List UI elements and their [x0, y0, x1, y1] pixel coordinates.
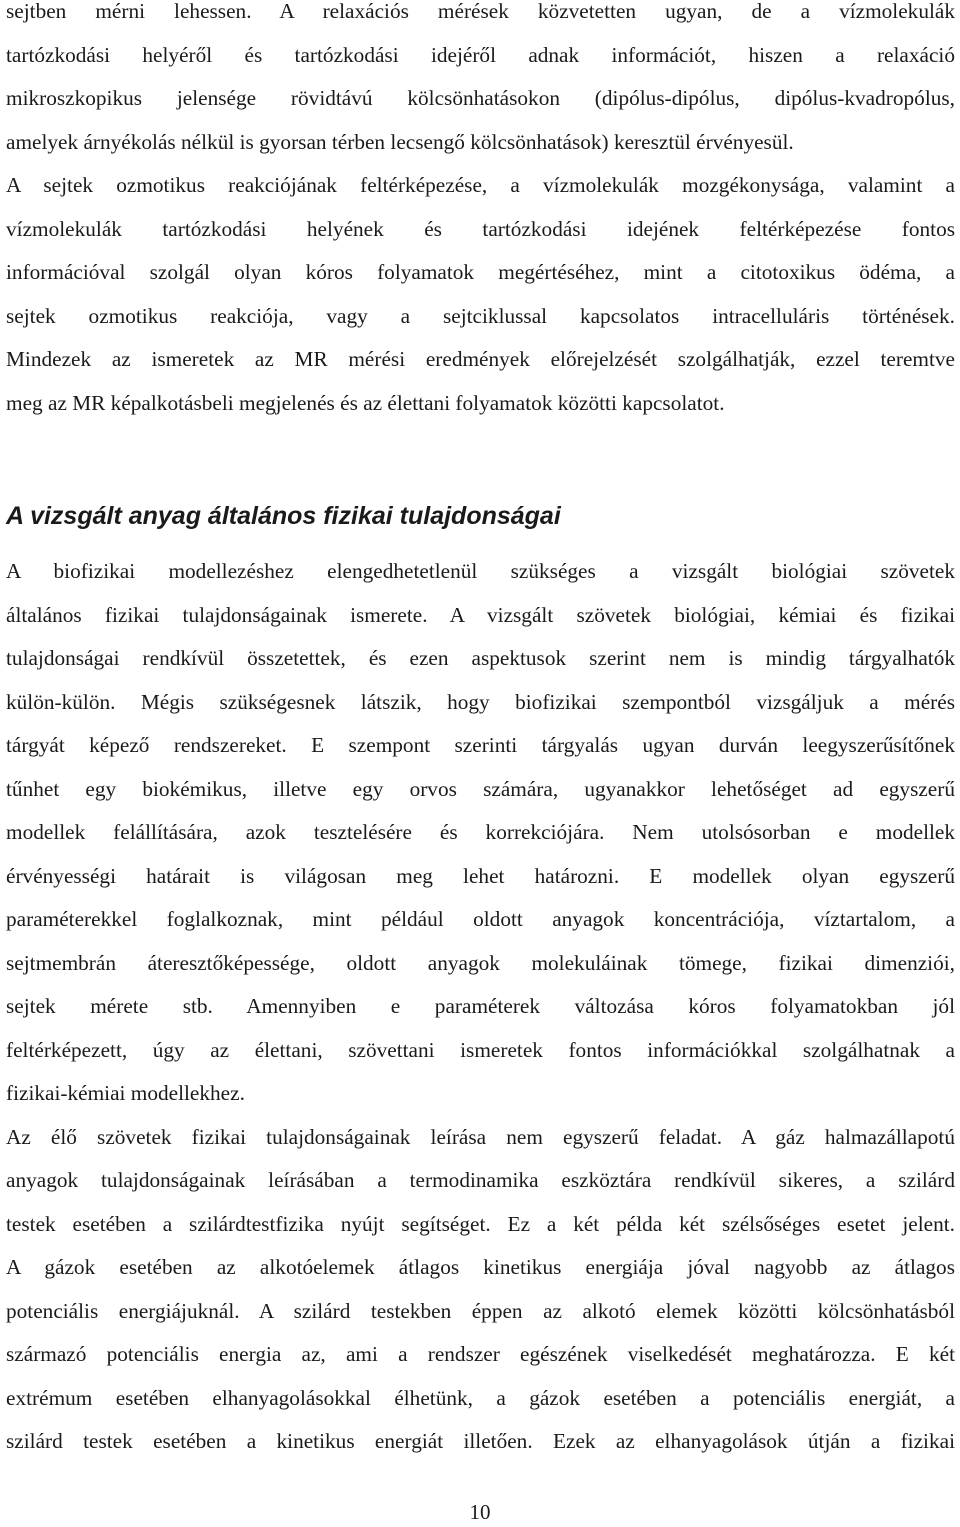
text-line: A sejtek ozmotikus reakciójának feltérképezése, a vízmolekulák mozgékonysága, valamint a [6, 173, 955, 197]
text-line: mikroszkopikus jelensége rövidtávú kölcsönhatásokon (dipólus-dipólus, dipólus-kvadropólus, [6, 86, 955, 110]
section-heading: A vizsgált anyag általános fizikai tulajdonságai [6, 502, 561, 530]
text-line: külön-külön. Mégis szükségesnek látszik, hogy biofizikai szempontból vizsgáljuk a mérés [6, 689, 955, 714]
text-line: A gázok esetében az alkotóelemek átlagos kinetikus energiája jóval nagyobb az átlagos [6, 1255, 955, 1279]
text-line: Az élő szövetek fizikai tulajdonságainak leírása nem egyszerű feladat. A gáz halmazállapotú [6, 1124, 955, 1149]
text-line: érvényességi határait is világosan meg lehet határozni. E modellek olyan egyszerű [6, 863, 955, 888]
text-line: tulajdonságai rendkívül összetettek, és ezen aspektusok szerint nem is mindig tárgyalhatók [6, 646, 955, 670]
text-line: extrémum esetében elhanyagolásokkal élhetünk, a gázok esetében a potenciális energiát, a [6, 1385, 955, 1410]
text-line: sejtek mérete stb. Amennyiben e paraméterek változása kóros folyamatokban jól [6, 994, 955, 1018]
text-line: általános fizikai tulajdonságainak ismerete. A vizsgált szövetek biológiai, kémiai és fizikai [6, 602, 955, 627]
text-line: sejtek ozmotikus reakciója, vagy a sejtciklussal kapcsolatos intracelluláris történések. [6, 303, 955, 328]
text-line: tárgyát képező rendszereket. E szempont szerinti tárgyalás ugyan durván leegyszerűsítőnek [6, 733, 955, 757]
text-line: származó potenciális energia az, ami a rendszer egészének viselkedését meghatározza. E két [6, 1342, 955, 1366]
text-line: szilárd testek esetében a kinetikus energiát illetően. Ezek az elhanyagolások útján a fizikai [6, 1429, 955, 1453]
text-line: anyagok tulajdonságainak leírásában a termodinamika eszköztára rendkívül sikeres, a szilárd [6, 1168, 955, 1192]
text-line: tartózkodási helyéről és tartózkodási idejéről adnak információt, hiszen a relaxáció [6, 42, 955, 67]
text-line: A biofizikai modellezéshez elengedhetetlenül szükséges a vizsgált biológiai szövetek [6, 559, 955, 583]
text-line: tűnhet egy biokémikus, illetve egy orvos számára, ugyanakkor lehetőséget ad egyszerű [6, 776, 955, 801]
text-line: sejtben mérni lehessen. A relaxációs mérések közvetetten ugyan, de a vízmolekulák [6, 0, 955, 23]
text-line: Mindezek az ismeretek az MR mérési eredmények előrejelzését szolgálhatják, ezzel teremtve [6, 347, 955, 371]
text-line: modellek felállítására, azok tesztelésére és korrekciójára. Nem utolsósorban e modellek [6, 820, 955, 844]
text-line: amelyek árnyékolás nélkül is gyorsan térben lecsengő kölcsönhatások) keresztül érvényesül. [6, 129, 794, 154]
text-line: információval szolgál olyan kóros folyamatok megértéséhez, mint a citotoxikus ödéma, a [6, 260, 955, 284]
text-line: potenciális energiájuknál. A szilárd testekben éppen az alkotó elemek közötti kölcsönhatásból [6, 1298, 955, 1323]
text-line: sejtmembrán áteresztőképessége, oldott anyagok molekuláinak tömege, fizikai dimenziói, [6, 950, 955, 975]
text-line: testek esetében a szilárdtestfizika nyújt segítséget. Ez a két példa két szélsőséges esetet jelent. [6, 1211, 955, 1236]
paragraph-block-2 [6, 550, 955, 1464]
text-line: feltérképezett, úgy az élettani, szövettani ismeretek fontos információkkal szolgálhatnak a [6, 1037, 955, 1062]
text-line: meg az MR képalkotásbeli megjelenés és az élettani folyamatok közötti kapcsolatot. [6, 390, 725, 415]
text-line: fizikai-kémiai modellekhez. [6, 1081, 245, 1105]
text-line: vízmolekulák tartózkodási helyének és tartózkodási idejének feltérképezése fontos [6, 216, 955, 241]
page-number: 10 [469, 1500, 491, 1524]
text-line: paraméterekkel foglalkoznak, mint például oldott anyagok koncentrációja, víztartalom, a [6, 907, 955, 931]
paragraph-block-1 [6, 0, 955, 425]
